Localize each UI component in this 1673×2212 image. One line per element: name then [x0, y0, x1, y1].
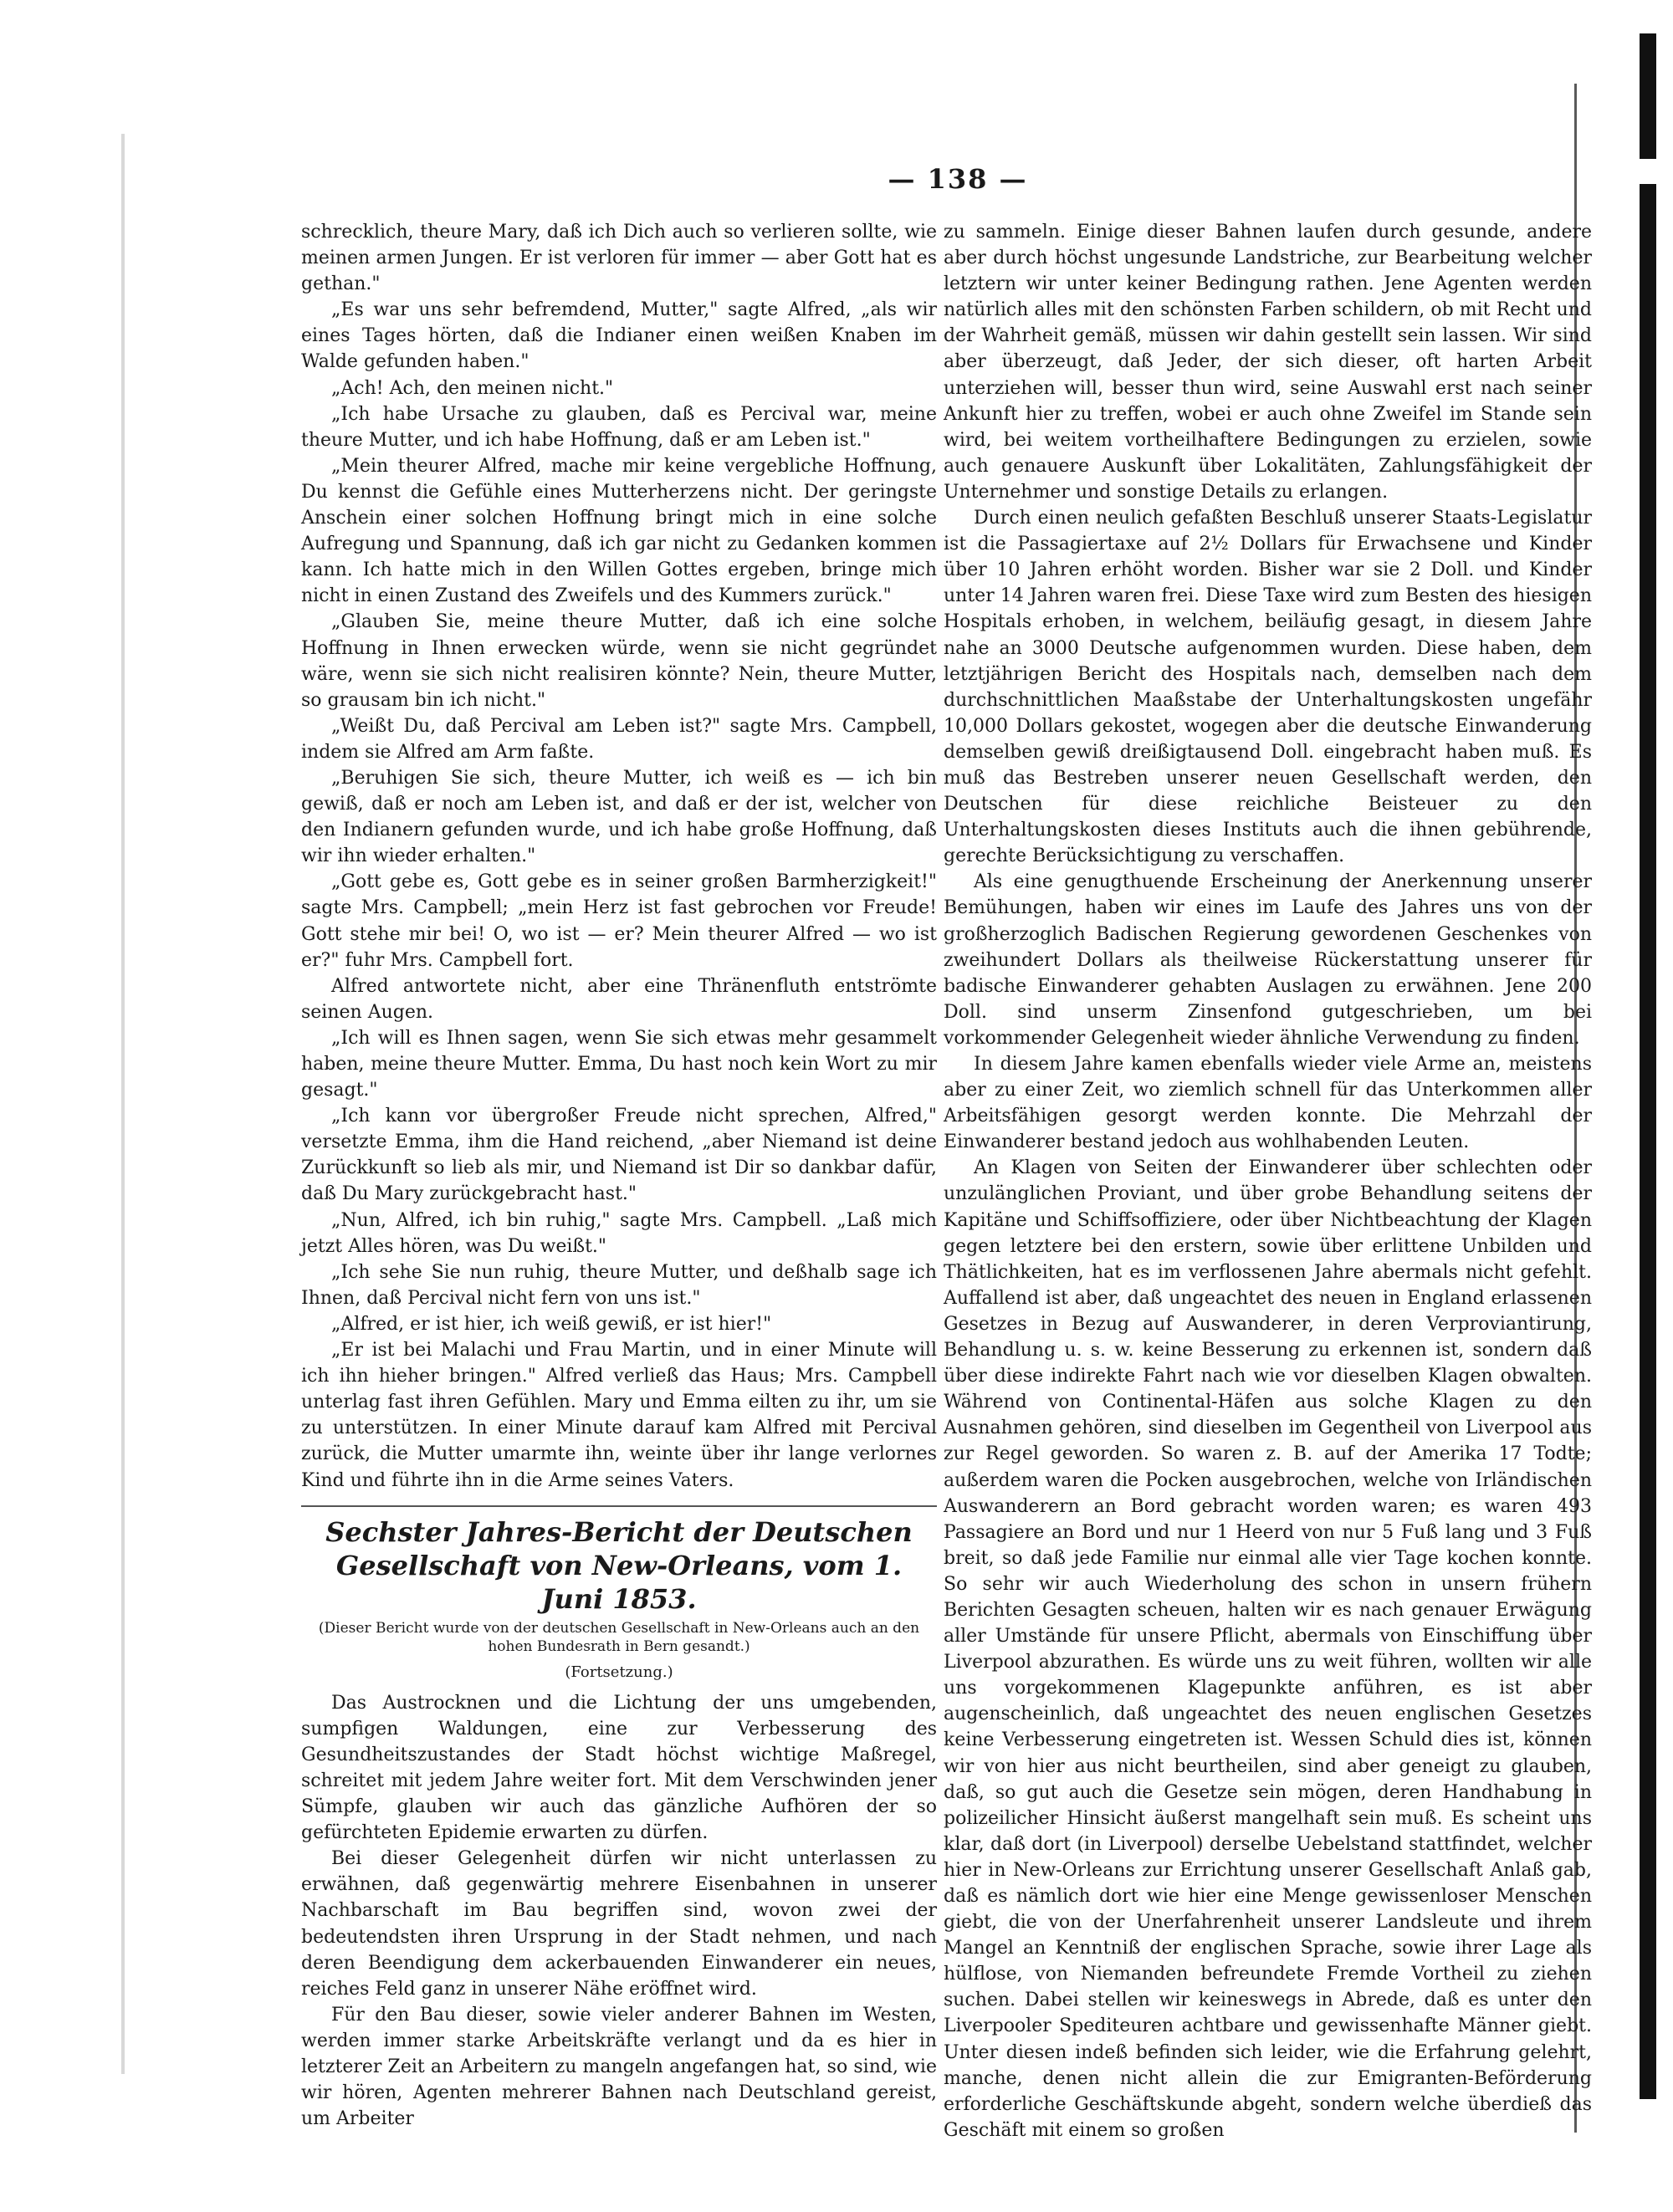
paragraph: „Glauben Sie, meine theure Mutter, daß ich eine solche Hoffnung in Ihnen erwecken würde, wenn sie nicht gegründet wäre, wenn sie sich nicht realisiren könnte? Nein, theure Mutter, so grausam bin ich nicht.": [301, 611, 937, 711]
paragraph: Als eine genugthuende Erscheinung der Anerkennung unserer Bemühungen, haben wir eines im Laufe des Jahres uns von der großherzoglich Badischen Regierung gewordenen Geschenkes von zweihundert Dollars als theilweise Rückerstattung unserer für badische Einwanderer gehabten Auslagen zu erwähnen. Jene 200 Doll. sind unserm Zinsenfond gutgeschrieben, um bei vorkommender Gelegenheit wieder ähnliche Verwendung zu finden.: [944, 871, 1592, 1049]
paragraph: „Es war uns sehr befremdend, Mutter," sagte Alfred, „als wir eines Tages hörten, daß die Indianer einen weißen Knaben im Walde gefunden haben.": [301, 299, 937, 373]
paragraph: Bei dieser Gelegenheit dürfen wir nicht unterlassen zu erwähnen, daß gegenwärtig mehrere Eisenbahnen in unserer Nachbarschaft im Bau begriffen sind, wovon zwei der bedeutendsten ihren Ursprung in der Stadt nehmen, und nach deren Beendigung dem ackerbauenden Einwanderer ein neues, reiches Feld ganz in unserer Nähe eröffnet wird.: [301, 1848, 937, 2000]
paragraph: „Ich kann vor übergroßer Freude nicht sprechen, Alfred," versetzte Emma, ihm die Hand reichend, „aber Niemand ist deine Zurückkunft so lieb als mir, und Niemand ist Dir so dankbar dafür, daß Du Mary zurückgebracht hast.": [301, 1106, 937, 1205]
page-edge-left: [121, 134, 125, 2074]
paragraph: „Gott gebe es, Gott gebe es in seiner großen Barmherzigkeit!" sagte Mrs. Campbell; „mein Herz ist fast gebrochen vor Freude! Gott stehe mir bei! O, wo ist — er? Mein theurer Alfred — wo ist er?" fuhr Mrs. Campbell fort.: [301, 871, 937, 971]
paragraph: „Ach! Ach, den meinen nicht.": [331, 377, 614, 399]
continuation-label: (Fortsetzung.): [565, 1663, 673, 1681]
paragraph: „Ich sehe Sie nun ruhig, theure Mutter, und deßhalb sage ich Ihnen, daß Percival nicht fern von uns ist.": [301, 1261, 937, 1309]
report-title: Sechster Jahres-Bericht der Deutschen Gesellschaft von New-Orleans, vom 1. Juni 1853.: [325, 1515, 913, 1615]
report-note: (Dieser Bericht wurde von der deutschen Gesellschaft in New-Orleans auch an den hohen Bundesrath in Bern gesandt.): [318, 1619, 920, 1655]
paragraph: In diesem Jahre kamen ebenfalls wieder viele Arme an, meistens aber zu einer Zeit, wo ziemlich schnell für das Unterkommen aller Arbeitsfähigen gesorgt werden konnte. Die Mehrzahl der Einwanderer bestand jedoch aus wohlhabenden Leuten.: [944, 1054, 1592, 1153]
scan-border-bar: [1640, 184, 1656, 2099]
scan-border-bar: [1640, 33, 1656, 159]
paragraph: „Nun, Alfred, ich bin ruhig," sagte Mrs. Campbell. „Laß mich jetzt Alles hören, was Du weißt.": [301, 1209, 937, 1257]
paragraph: schrecklich, theure Mary, daß ich Dich auch so verlieren sollte, wie meinen armen Jungen. Er ist verloren für immer — aber Gott hat es gethan.": [301, 222, 937, 295]
paragraph: „Mein theurer Alfred, mache mir keine vergebliche Hoffnung, Du kennst die Gefühle eines Mutterherzens nicht. Der geringste Anschein einer solchen Hoffnung bringt mich in eine solche Aufregung und Spannung, daß ich gar nicht zu Gedanken kommen kann. Ich hatte mich in den Willen Gottes ergeben, bringe mich nicht in einen Zustand des Zweifels und des Kummers zurück.": [301, 455, 937, 607]
page-number: — 138 —: [888, 163, 1028, 195]
right-column: [944, 219, 1592, 2143]
scan-border-right: [1594, 0, 1673, 2212]
paragraph: Durch einen neulich gefaßten Beschluß unserer Staats-Legislatur ist die Passagiertaxe auf 2½ Dollars für Erwachsene und Kinder über 10 Jahren erhöht worden. Bisher war sie 2 Doll. und Kinder unter 14 Jahren waren frei. Diese Taxe wird zum Besten des hiesigen Hospitals erhoben, in welchem, beiläufig gesagt, in diesem Jahre nahe an 3000 Deutsche aufgenommen wurden. Diese haben, dem letztjährigen Bericht des Hospitals nach, demselben nach dem durchschnittlichen Maaßstabe der Unterhaltungskosten ungefähr 10,000 Dollars gekostet, wogegen aber die deutsche Einwanderung demselben gewiß dreißigtausend Doll. eingebracht haben muß. Es muß das Bestreben unserer neuen Gesellschaft werden, den Deutschen für diese reichliche Beisteuer zu den Unterhaltungskosten dieses Instituts auch die ihnen gebührende, gerechte Berücksichtigung zu verschaffen.: [944, 508, 1592, 867]
paragraph: „Ich habe Ursache zu glauben, daß es Percival war, meine theure Mutter, und ich habe Hoffnung, daß er am Leben ist.": [301, 403, 937, 451]
paragraph: „Ich will es Ihnen sagen, wenn Sie sich etwas mehr gesammelt haben, meine theure Mutter. Emma, Du hast noch kein Wort zu mir gesagt.": [301, 1027, 937, 1101]
section-divider: [301, 1505, 937, 1507]
paragraph: Das Austrocknen und die Lichtung der uns umgebenden, sumpfigen Waldungen, eine zur Verbesserung des Gesundheitszustandes der Stadt höchst wichtige Maßregel, schreitet mit jedem Jahre weiter fort. Mit dem Verschwinden jener Sümpfe, glauben wir auch das gänzliche Aufhören der so gefürchteten Epidemie erwarten zu dürfen.: [301, 1692, 937, 1844]
left-column: [301, 219, 937, 2132]
paragraph: „Alfred, er ist hier, ich weiß gewiß, er ist hier!": [331, 1313, 772, 1335]
paragraph: zu sammeln. Einige dieser Bahnen laufen durch gesunde, andere aber durch höchst ungesunde Landstriche, zur Bearbeitung welcher letztern wir unter keiner Bedingung rathen. Jene Agenten werden natürlich alles mit den schönsten Farben schildern, ob mit Recht und der Wahrheit gemäß, müssen wir dahin gestellt sein lassen. Wir sind aber überzeugt, daß Jeder, der sich dieser, oft harten Arbeit unterziehen will, besser thun wird, seine Auswahl erst nach seiner Ankunft hier zu treffen, wobei er auch ohne Zweifel im Stande sein wird, bei weitem vortheilhaftere Bedingungen zu erzielen, sowie auch genauere Auskunft über Lokalitäten, Zahlungsfähigkeit der Unternehmer und sonstige Details zu erlangen.: [944, 222, 1592, 503]
paragraph: „Beruhigen Sie sich, theure Mutter, ich weiß es — ich bin gewiß, daß er noch am Leben ist, and daß er der ist, welcher von den Indianern gefunden wurde, und ich habe große Hoffnung, daß wir ihn wieder erhalten.": [301, 767, 937, 867]
paragraph: „Weißt Du, daß Percival am Leben ist?" sagte Mrs. Campbell, indem sie Alfred am Arm faßte.: [301, 715, 937, 763]
paragraph: Für den Bau dieser, sowie vieler anderer Bahnen im Westen, werden immer starke Arbeitskräfte verlangt und da es hier in letzterer Zeit an Arbeitern zu mangeln angefangen hat, so sind, wie wir hören, Agenten mehrerer Bahnen nach Deutschland gereist, um Arbeiter: [301, 2004, 937, 2130]
paragraph: An Klagen von Seiten der Einwanderer über schlechten oder unzulänglichen Proviant, und über grobe Behandlung seitens der Kapitäne und Schiffsoffiziere, oder über Nichtbeachtung der Klagen gegen letztere bei den erstern, sowie über erlittene Unbilden und Thätlichkeiten, hat es im verflossenen Jahre abermals nicht gefehlt. Auffallend ist aber, daß ungeachtet des neuen in England erlassenen Gesetzes in Bezug auf Auswanderer, in deren Verproviantirung, Behandlung u. s. w. keine Besserung zu erkennen ist, sondern daß über diese indirekte Fahrt nach wie vor dieselben Klagen obwalten. Während von Continental-Häfen aus solche Klagen zu den Ausnahmen gehören, sind dieselben im Gegentheil von Liverpool aus zur Regel geworden. So waren z. B. auf der Amerika 17 Todte; außerdem waren die Pocken ausgebrochen, welche von Irländischen Auswanderern an Bord gebracht worden waren; es waren 493 Passagiere an Bord und nur 1 Heerd von nur 5 Fuß lang und 3 Fuß breit, so daß jede Familie nur einmal alle vier Tage kochen konnte. So sehr wir auch Wiederholung des schon in unsern frühern Berichten Gesagten scheuen, halten wir es nach genauer Erwägung aller Umstände für unsere Pflicht, abermals von Einschiffung über Liverpool abzurathen. Es würde uns zu weit führen, wollten wir alle uns vorgekommenen Klagepunkte anführen, es ist aber augenscheinlich, daß ungeachtet des neuen englischen Gesetzes keine Verbesserung eingetreten ist. Wessen Schuld dies ist, können wir von hier aus nicht beurtheilen, sind aber geneigt zu glauben, daß, so gut auch die Gesetze sein mögen, deren Handhabung in polizeilicher Hinsicht äußerst mangelhaft sein muß. Es scheint uns klar, daß dort (in Liverpool) derselbe Uebelstand stattfindet, welcher hier in New-Orleans zur Errichtung unserer Gesellschaft Anlaß gab, daß es nämlich dort wie hier eine Menge gewissenloser Menschen giebt, die von der Unerfahrenheit unserer Landsleute und ihrem Mangel an Kenntniß der englischen Sprache, sowie ihrer Lage als hülflose, von Niemanden befreundete Fremde Vortheil zu ziehen suchen. Dabei stellen wir keineswegs in Abrede, daß es unter den Liverpooler Spediteuren achtbare und gewissenhafte Männer giebt. Unter diesen indeß befinden sich leider, wie die Erfahrung gelehrt, manche, denen nicht allein die zur Emigranten-Beförderung erforderliche Geschäftskunde abgeht, sondern welche überdieß das Geschäft mit einem so großen: [944, 1157, 1592, 2141]
paragraph: „Er ist bei Malachi und Frau Martin, und in einer Minute will ich ihn hieher bringen." Alfred verließ das Haus; Mrs. Campbell unterlag fast ihren Gefühlen. Mary und Emma eilten zu ihr, um sie zu unterstützen. In einer Minute darauf kam Alfred mit Percival zurück, die Mutter umarmte ihn, weinte über ihr lange verlornes Kind und führte ihn in die Arme seines Vaters.: [301, 1340, 937, 1491]
paragraph: Alfred antwortete nicht, aber eine Thränenfluth entströmte seinen Augen.: [301, 975, 937, 1023]
